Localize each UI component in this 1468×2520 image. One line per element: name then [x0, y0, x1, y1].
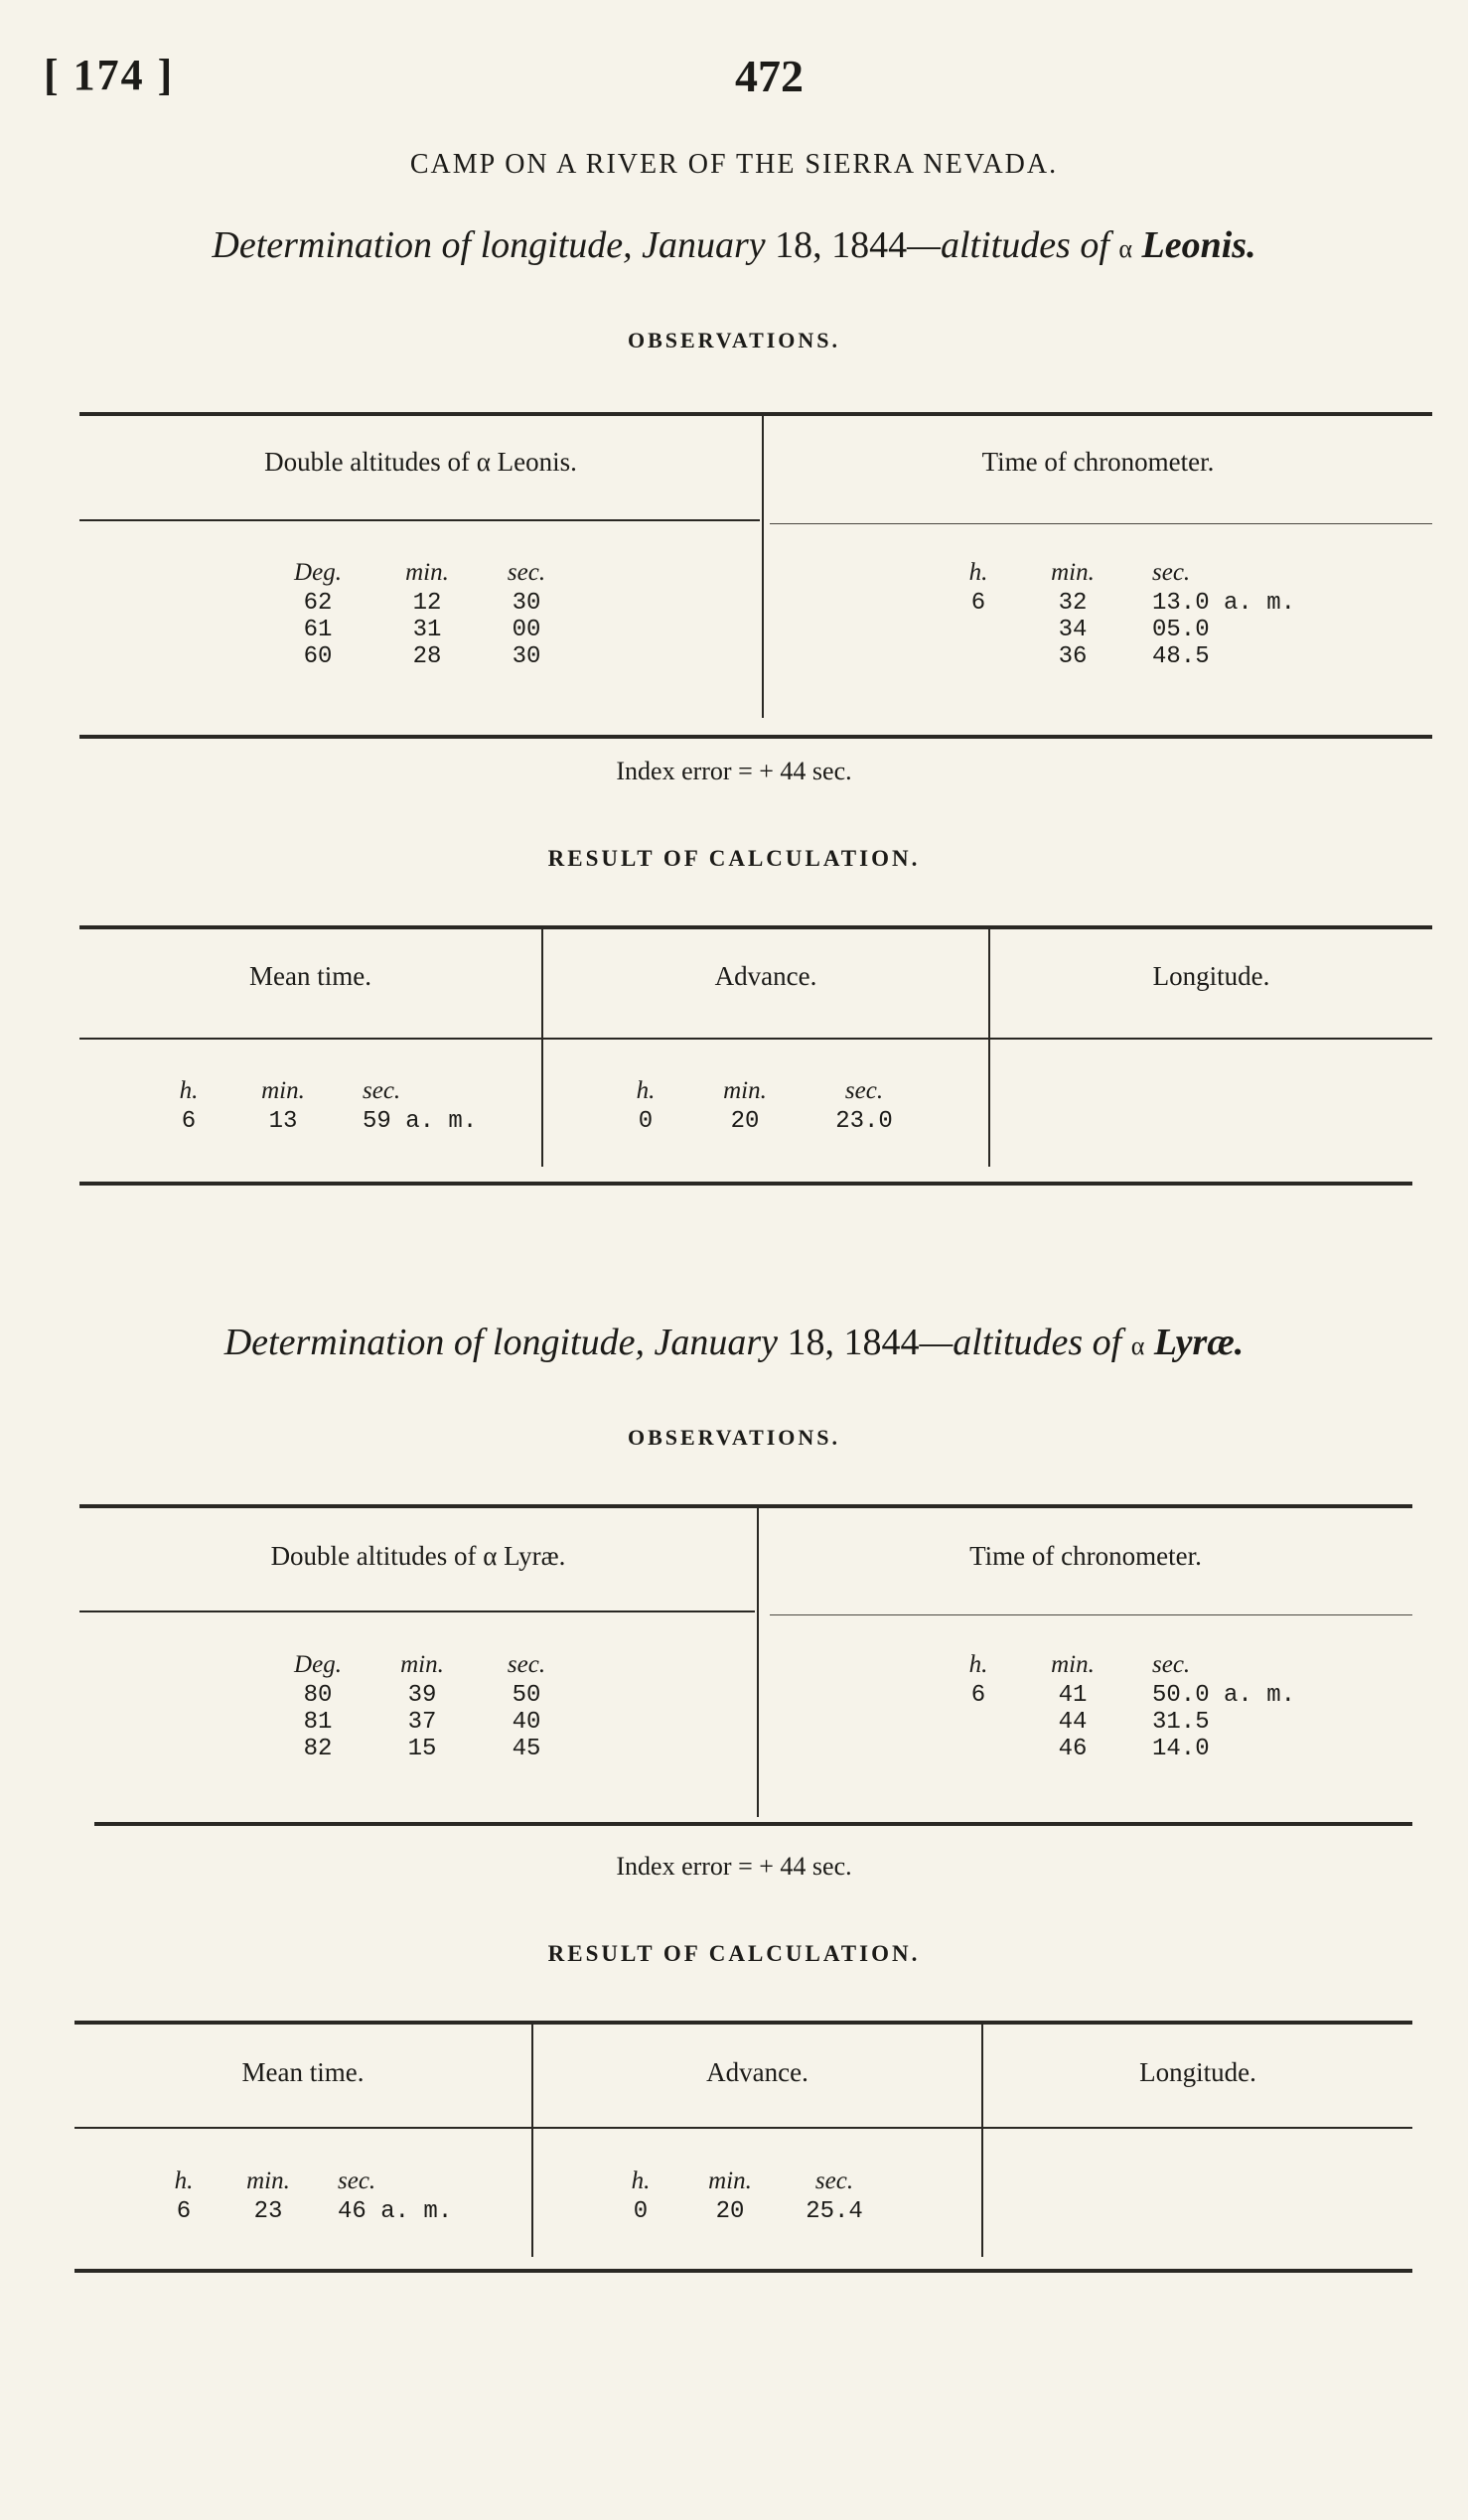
- result-header-mean-time: Mean time.: [241, 2057, 365, 2087]
- obs-col-header-altitudes: Double altitudes of α Leonis.: [264, 447, 577, 477]
- altitude-sec-column: sec. 50 40 45: [507, 1651, 546, 1762]
- time-sec-column: sec. 50.0 a. m. 31.5 14.0: [1152, 1651, 1296, 1762]
- advance-sec-column: sec. 23.0: [835, 1077, 893, 1135]
- mean-min-column: min. 23: [246, 2168, 290, 2225]
- section-2-title: Determination of longitude, January 18, 1844—altitudes of α Lyræ.: [223, 1322, 1245, 1363]
- result-header-advance: Advance.: [714, 961, 817, 991]
- rule: [79, 1504, 1412, 1508]
- section-2-observations-heading: OBSERVATIONS.: [627, 1425, 841, 1450]
- rule: [74, 2021, 1412, 2025]
- obs-col-header-altitudes: Double altitudes of α Lyræ.: [270, 1541, 566, 1571]
- advance-sec-column: sec. 25.4: [806, 2168, 863, 2225]
- altitude-deg-column: Deg. 80 81 82: [294, 1651, 342, 1762]
- mean-min-column: min. 13: [261, 1077, 305, 1135]
- rule: [74, 2269, 1412, 2273]
- rule: [79, 519, 760, 521]
- rule: [770, 523, 1432, 524]
- section-1-index-error: Index error = + 44 sec.: [616, 757, 852, 785]
- result-header-longitude: Longitude.: [1139, 2057, 1256, 2087]
- altitude-sec-column: sec. 30 00 30: [507, 559, 546, 670]
- section-1-title: Determination of longitude, January 18, 1844—altitudes of α Leonis.: [212, 224, 1256, 266]
- time-h-column: h. 6: [968, 559, 988, 617]
- rule: [79, 925, 1432, 929]
- mean-sec-column: sec. 59 a. m.: [363, 1077, 478, 1135]
- altitude-min-column: min. 12 31 28: [405, 559, 449, 670]
- advance-min-column: min. 20: [708, 2168, 752, 2225]
- section-2-result-heading: RESULT OF CALCULATION.: [547, 1941, 921, 1966]
- time-min-column: min. 41 44 46: [1051, 1651, 1095, 1762]
- time-min-column: min. 32 34 36: [1051, 559, 1095, 670]
- mean-sec-column: sec. 46 a. m.: [338, 2168, 453, 2225]
- rule: [94, 1822, 1412, 1826]
- mean-h-column: h. 6: [174, 2168, 194, 2225]
- rule: [79, 1182, 1412, 1186]
- advance-h-column: h. 0: [631, 2168, 651, 2225]
- section-1-result-heading: RESULT OF CALCULATION.: [547, 846, 921, 871]
- section-1-observations-heading: OBSERVATIONS.: [627, 328, 841, 352]
- result-header-advance: Advance.: [706, 2057, 808, 2087]
- altitude-min-column: min. 39 37 15: [400, 1651, 444, 1762]
- page-number-bracketed: [ 174 ]: [44, 51, 175, 99]
- running-head: CAMP ON A RIVER OF THE SIERRA NEVADA.: [409, 149, 1059, 180]
- obs-col-header-time: Time of chronometer.: [981, 447, 1215, 477]
- rule: [79, 1038, 1432, 1040]
- rule: [79, 412, 1432, 416]
- rule: [79, 735, 1432, 739]
- page-number: 472: [735, 51, 804, 101]
- result-header-longitude: Longitude.: [1152, 961, 1270, 991]
- advance-min-column: min. 20: [723, 1077, 767, 1135]
- rule: [79, 1610, 755, 1612]
- section-2-index-error: Index error = + 44 sec.: [616, 1852, 852, 1881]
- rule: [74, 2127, 1412, 2129]
- result-header-mean-time: Mean time.: [249, 961, 371, 991]
- mean-h-column: h. 6: [179, 1077, 199, 1135]
- time-h-column: h. 6: [968, 1651, 988, 1709]
- obs-col-header-time: Time of chronometer.: [969, 1541, 1202, 1571]
- rule: [770, 1614, 1412, 1615]
- advance-h-column: h. 0: [636, 1077, 656, 1135]
- time-sec-column: sec. 13.0 a. m. 05.0 48.5: [1152, 559, 1296, 670]
- altitude-deg-column: Deg. 62 61 60: [294, 559, 342, 670]
